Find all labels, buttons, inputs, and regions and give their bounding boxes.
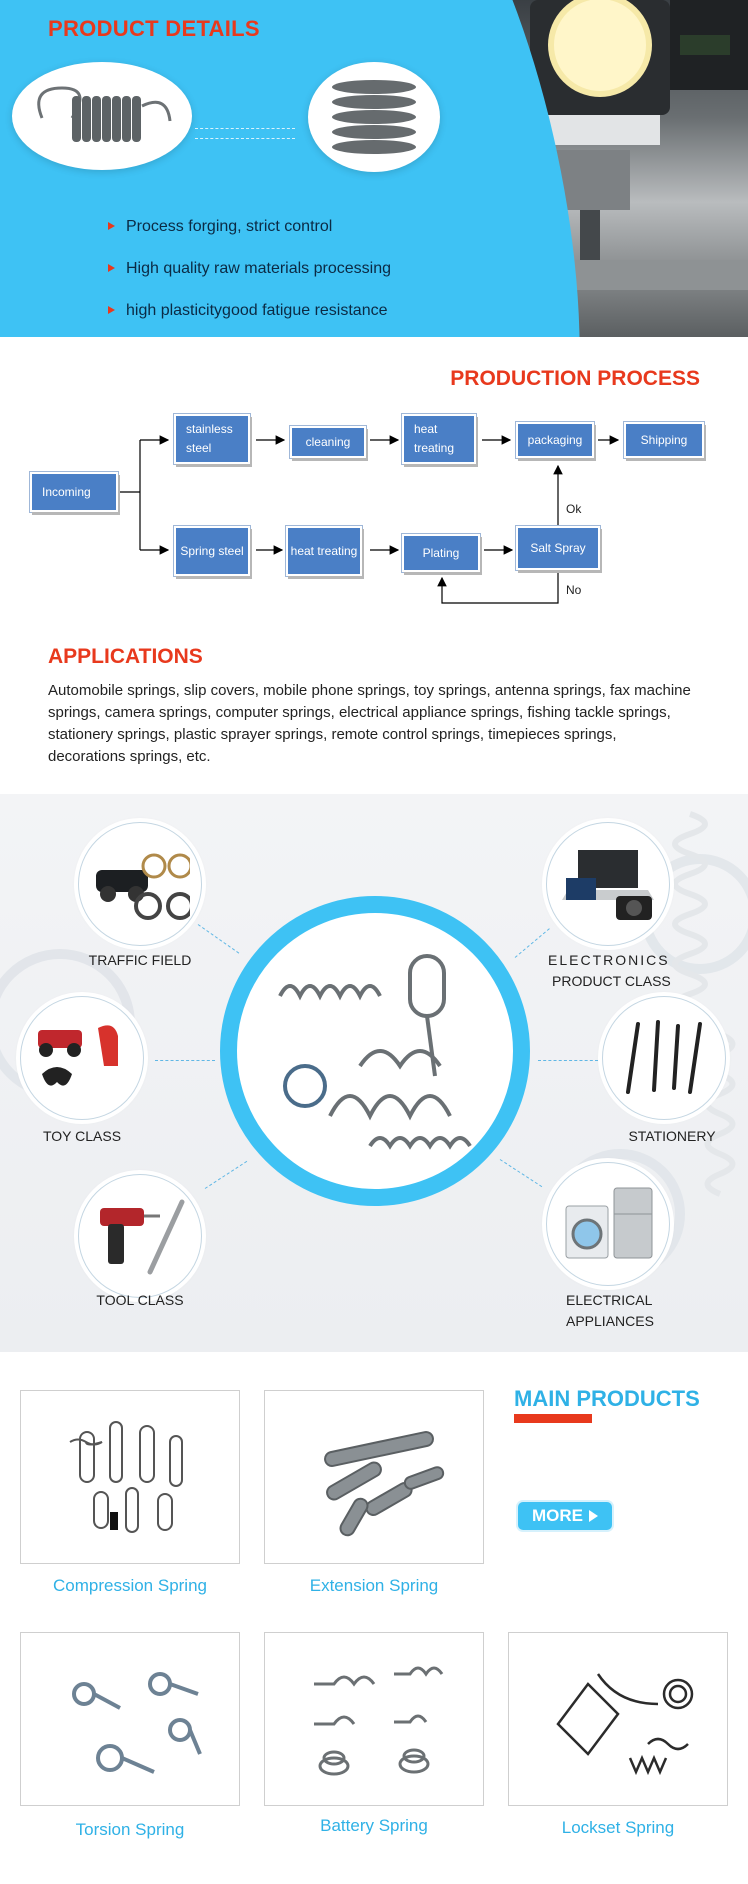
category-stationery-circle [602, 996, 726, 1120]
category-toy-label: TOY CLASS [42, 1128, 122, 1144]
flow-box-stainless-steel: stainless steel [174, 414, 250, 464]
product-label-lockset[interactable]: Lockset Spring [561, 1818, 675, 1837]
category-electronics-circle [546, 822, 670, 946]
category-electrical-circle [546, 1162, 670, 1286]
flow-box-salt-spray: Salt Spray [516, 526, 600, 570]
lockset-spring-icon [538, 1654, 698, 1784]
extension-spring-product-icon [294, 1412, 454, 1542]
category-electronics-label-1: ELECTRONICS [548, 952, 670, 968]
main-products-title: MAIN PRODUCTS [514, 1386, 700, 1411]
flow-box-incoming: Incoming [30, 472, 118, 512]
torsion-spring-icon [50, 1654, 210, 1784]
pens-icon [614, 1018, 714, 1098]
flow-box-spring-steel: Spring steel [174, 526, 250, 576]
product-label-battery[interactable]: Battery Spring [320, 1816, 428, 1835]
product-label-compression[interactable]: Compression Spring [52, 1576, 207, 1595]
spring-assortment-circle [220, 896, 530, 1206]
product-label-extension[interactable]: Extension Spring [309, 1576, 439, 1595]
category-electrical-label-2: APPLIANCES [566, 1313, 654, 1329]
applications-title: APPLICATIONS [48, 645, 203, 668]
toy-car-gamepad-icon [32, 1018, 132, 1098]
flow-box-plating: Plating [402, 534, 480, 572]
category-tool-label: TOOL CLASS [96, 1292, 184, 1308]
application-categories [0, 794, 748, 1352]
more-button-label: MORE [532, 1506, 583, 1525]
main-products-underline [514, 1414, 592, 1423]
washer-fridge-icon [558, 1184, 658, 1264]
category-tool-circle [78, 1174, 202, 1298]
flow-box-packaging: packaging [516, 422, 594, 458]
flow-box-shipping: Shipping [624, 422, 704, 458]
product-details-banner [0, 0, 748, 337]
category-electrical-label-1: ELECTRICAL [566, 1292, 653, 1308]
bullet-item: Process forging, strict control [108, 218, 391, 236]
product-details-title: PRODUCT DETAILS [48, 16, 260, 41]
extension-spring-icon [22, 76, 182, 156]
battery-spring-icon [294, 1654, 454, 1784]
more-button[interactable] [518, 1502, 612, 1530]
car-bike-icon [90, 844, 190, 924]
flow-label-no: No [566, 583, 582, 597]
product-card-torsion[interactable] [20, 1632, 240, 1806]
bullet-item: high plasticitygood fatigue resistance [108, 302, 391, 320]
product-label-torsion[interactable]: Torsion Spring [75, 1820, 185, 1839]
spring-closeup-icon [319, 72, 429, 162]
spring-assortment-icon [260, 936, 490, 1166]
category-traffic-circle [78, 822, 202, 946]
bullet-item: High quality raw materials processing [108, 260, 391, 278]
category-electronics-label-2: PRODUCT CLASS [552, 973, 671, 989]
product-card-lockset[interactable] [508, 1632, 728, 1806]
spring-photo-2 [308, 62, 440, 172]
product-card-compression[interactable] [20, 1390, 240, 1564]
product-card-extension[interactable] [264, 1390, 484, 1564]
product-card-battery[interactable] [264, 1632, 484, 1806]
play-arrow-icon [589, 1510, 598, 1522]
compression-spring-icon [50, 1412, 210, 1542]
category-toy-circle [20, 996, 144, 1120]
flow-box-cleaning: cleaning [290, 426, 366, 458]
flow-label-ok: Ok [566, 502, 582, 516]
category-traffic-label: TRAFFIC FIELD [88, 952, 192, 968]
drill-screwdriver-icon [90, 1196, 190, 1276]
spring-photo-1 [12, 62, 192, 170]
laptop-camera-icon [558, 844, 658, 924]
flow-box-heat-treating-bottom: heat treating [286, 526, 362, 576]
production-process-title: PRODUCTION PROCESS [450, 367, 700, 390]
flow-box-heat-treating-top: heat treating [402, 414, 476, 464]
category-stationery-label: STATIONERY [628, 1128, 716, 1144]
details-bullets [108, 218, 391, 337]
applications-text: Automobile springs, slip covers, mobile phone springs, toy springs, antenna springs, fax machine springs, camera springs, computer springs, electrical appliance springs, fishing tackle springs, stationery springs, plastic sprayer springs, remote control springs, timepieces springs, decorations springs, etc. [48, 682, 691, 765]
